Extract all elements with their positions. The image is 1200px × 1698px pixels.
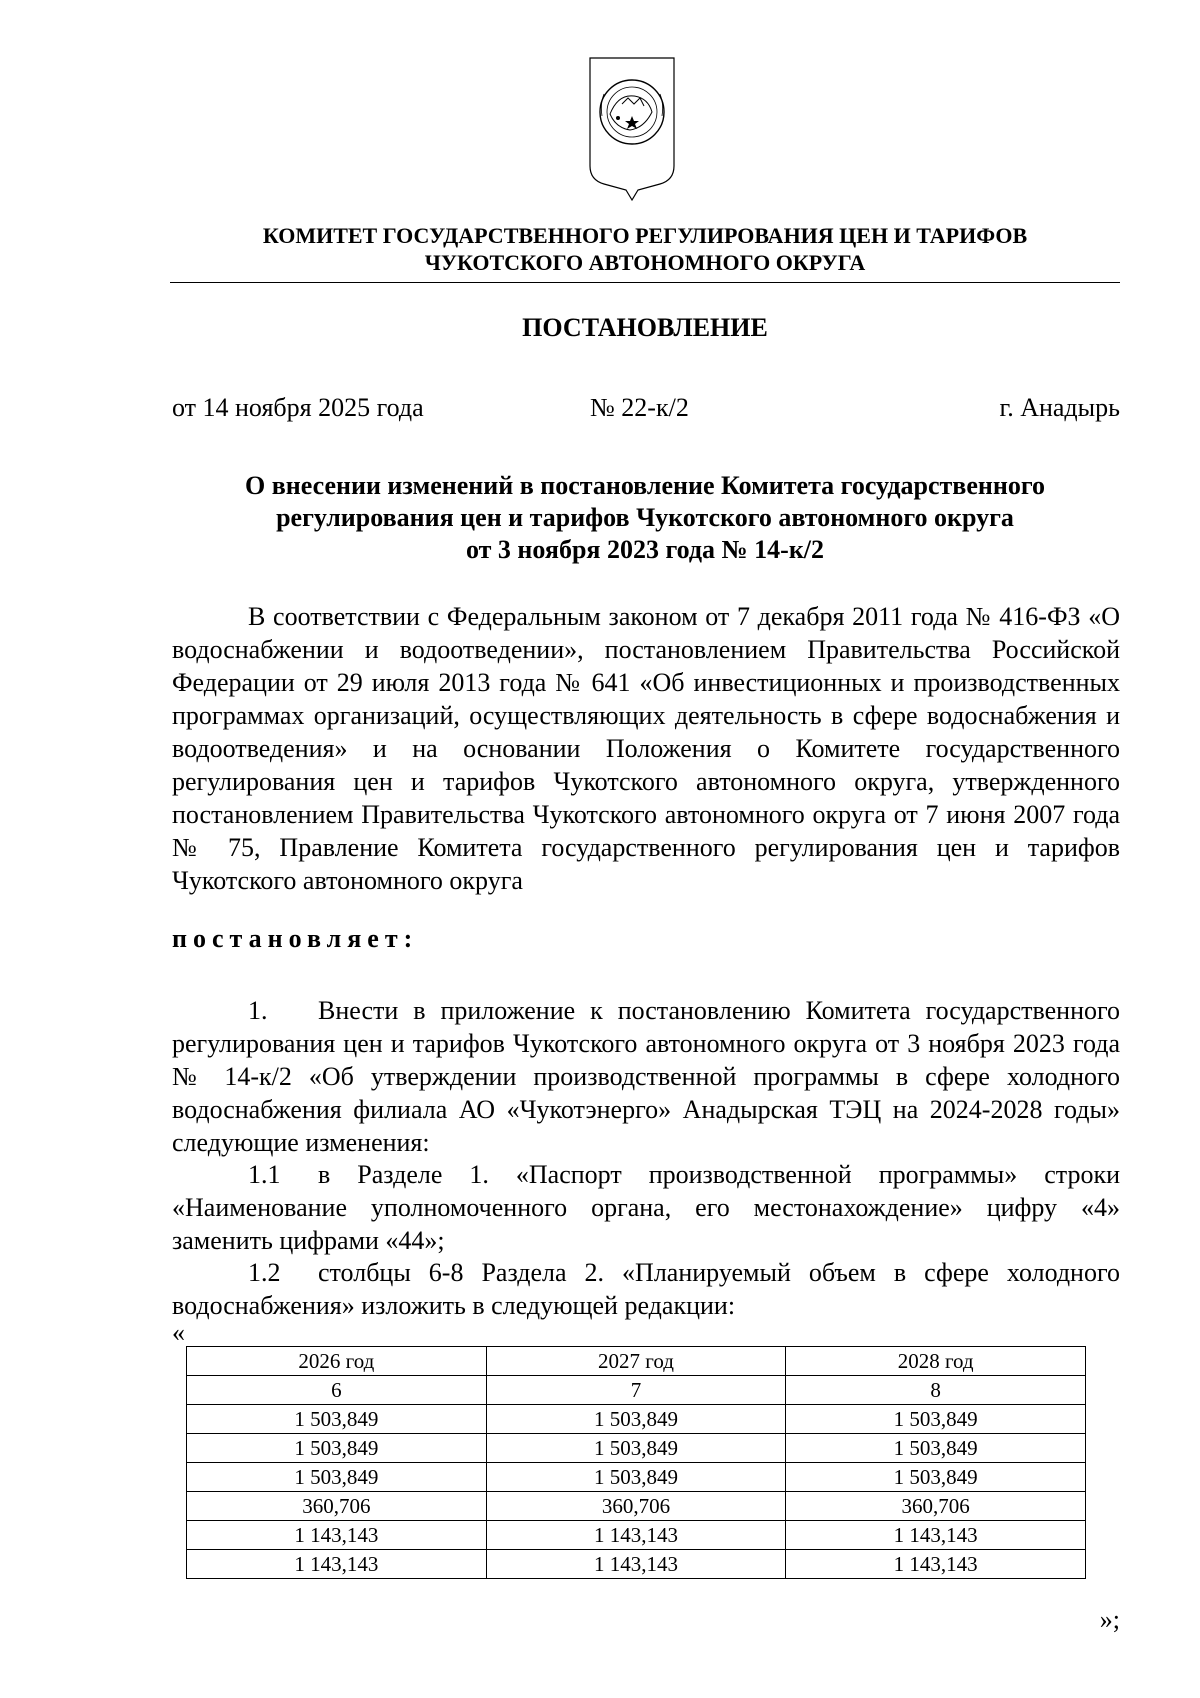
table-column-number-row — [187, 1376, 1086, 1405]
table-cell: 1 503,849 — [786, 1405, 1086, 1434]
table-row — [187, 1521, 1086, 1550]
document-subject — [170, 470, 1120, 566]
table-row — [187, 1463, 1086, 1492]
item-1-1-number: 1.1 — [248, 1160, 281, 1189]
item-1-1-text: в Разделе 1. «Паспорт производственной программы» строки «Наименование уполномоченного органа, его местонахождение» цифру «4» заменить цифрами «44»; — [172, 1160, 1120, 1255]
document-date: от 14 ноября 2025 года — [172, 393, 424, 422]
table-row — [187, 1405, 1086, 1434]
item-1-2-number: 1.2 — [248, 1258, 281, 1287]
table-cell: 1 143,143 — [187, 1521, 487, 1550]
item-1-paragraph — [172, 994, 1120, 1159]
table-cell: 1 143,143 — [786, 1550, 1086, 1579]
item-1-1-paragraph — [172, 1158, 1120, 1257]
table-row — [187, 1492, 1086, 1521]
table-header-cell: 2026 год — [187, 1347, 487, 1376]
table-cell: 1 503,849 — [187, 1405, 487, 1434]
table-cell: 360,706 — [187, 1492, 487, 1521]
table-cell: 360,706 — [786, 1492, 1086, 1521]
coat-of-arms-icon — [582, 54, 682, 204]
item-1-text: Внести в приложение к постановлению Комитета государственного регулирования цен и тарифов Чукотского автономного округа от 3 ноября 2023 года № 14-к/2 «Об утверждении производственной программы в сфере холодного водоснабжения филиала АО «Чукотэнерго» Анадырская ТЭЦ на 2024-2028 годы» следующие изменения: — [172, 996, 1120, 1157]
committee-line-2: ЧУКОТСКОГО АВТОНОМНОГО ОКРУГА — [424, 250, 866, 275]
table-cell: 1 503,849 — [187, 1463, 487, 1492]
column-number-cell: 6 — [187, 1376, 487, 1405]
column-number-cell: 8 — [786, 1376, 1086, 1405]
committee-line-1: КОМИТЕТ ГОСУДАРСТВЕННОГО РЕГУЛИРОВАНИЯ ЦЕН И ТАРИФОВ — [262, 223, 1028, 248]
decree-word: постановляет: — [172, 924, 419, 953]
table-cell: 360,706 — [486, 1492, 786, 1521]
opening-quote: « — [172, 1318, 185, 1347]
document-city: г. Анадырь — [999, 393, 1120, 422]
item-1-2-paragraph — [172, 1256, 1120, 1322]
table-header-cell: 2028 год — [786, 1347, 1086, 1376]
document-type: ПОСТАНОВЛЕНИЕ — [522, 313, 768, 342]
committee-name — [170, 222, 1120, 276]
item-1-number: 1. — [248, 996, 268, 1025]
item-1-2-text: столбцы 6-8 Раздела 2. «Планируемый объем в сфере холодного водоснабжения» изложить в следующей редакции: — [172, 1258, 1120, 1320]
table-cell: 1 503,849 — [786, 1434, 1086, 1463]
table-header-row — [187, 1347, 1086, 1376]
table-cell: 1 143,143 — [187, 1550, 487, 1579]
table-cell: 1 503,849 — [486, 1434, 786, 1463]
planned-volume-table — [186, 1346, 1086, 1579]
table-header-cell: 2027 год — [486, 1347, 786, 1376]
closing-quote: »; — [1099, 1605, 1120, 1634]
table-cell: 1 503,849 — [486, 1463, 786, 1492]
table-cell: 1 503,849 — [786, 1463, 1086, 1492]
table-cell: 1 503,849 — [486, 1405, 786, 1434]
table-row — [187, 1550, 1086, 1579]
table-cell: 1 143,143 — [786, 1521, 1086, 1550]
subject-line-3: от 3 ноября 2023 года № 14-к/2 — [465, 535, 825, 564]
table-cell: 1 143,143 — [486, 1550, 786, 1579]
subject-line-1: О внесении изменений в постановление Комитета государственного — [244, 471, 1046, 500]
subject-line-2: регулирования цен и тарифов Чукотского автономного округа — [276, 503, 1014, 532]
table-cell: 1 143,143 — [486, 1521, 786, 1550]
table-row — [187, 1434, 1086, 1463]
document-number: № 22-к/2 — [590, 393, 689, 422]
header-divider — [170, 282, 1120, 283]
table-cell: 1 503,849 — [187, 1434, 487, 1463]
column-number-cell: 7 — [486, 1376, 786, 1405]
preamble-paragraph: В соответствии с Федеральным законом от 7 декабря 2011 года № 416-ФЗ «О водоснабжении и водоотведении», постановлением Правительства Российской Федерации от 29 июля 2013 года № 641 «Об инвестиционных и производственных программах организаций, осуществляющих деятельность в сфере водоснабжения и водоотведения» и на основании Положения о Комитете государственного регулирования цен и тарифов Чукотского автономного округа, утвержденного постановлением Правительства Чукотского автономного округа от 7 июня 2007 года № 75, Правление Комитета государственного регулирования цен и тарифов Чукотского автономного округа — [172, 602, 1120, 895]
